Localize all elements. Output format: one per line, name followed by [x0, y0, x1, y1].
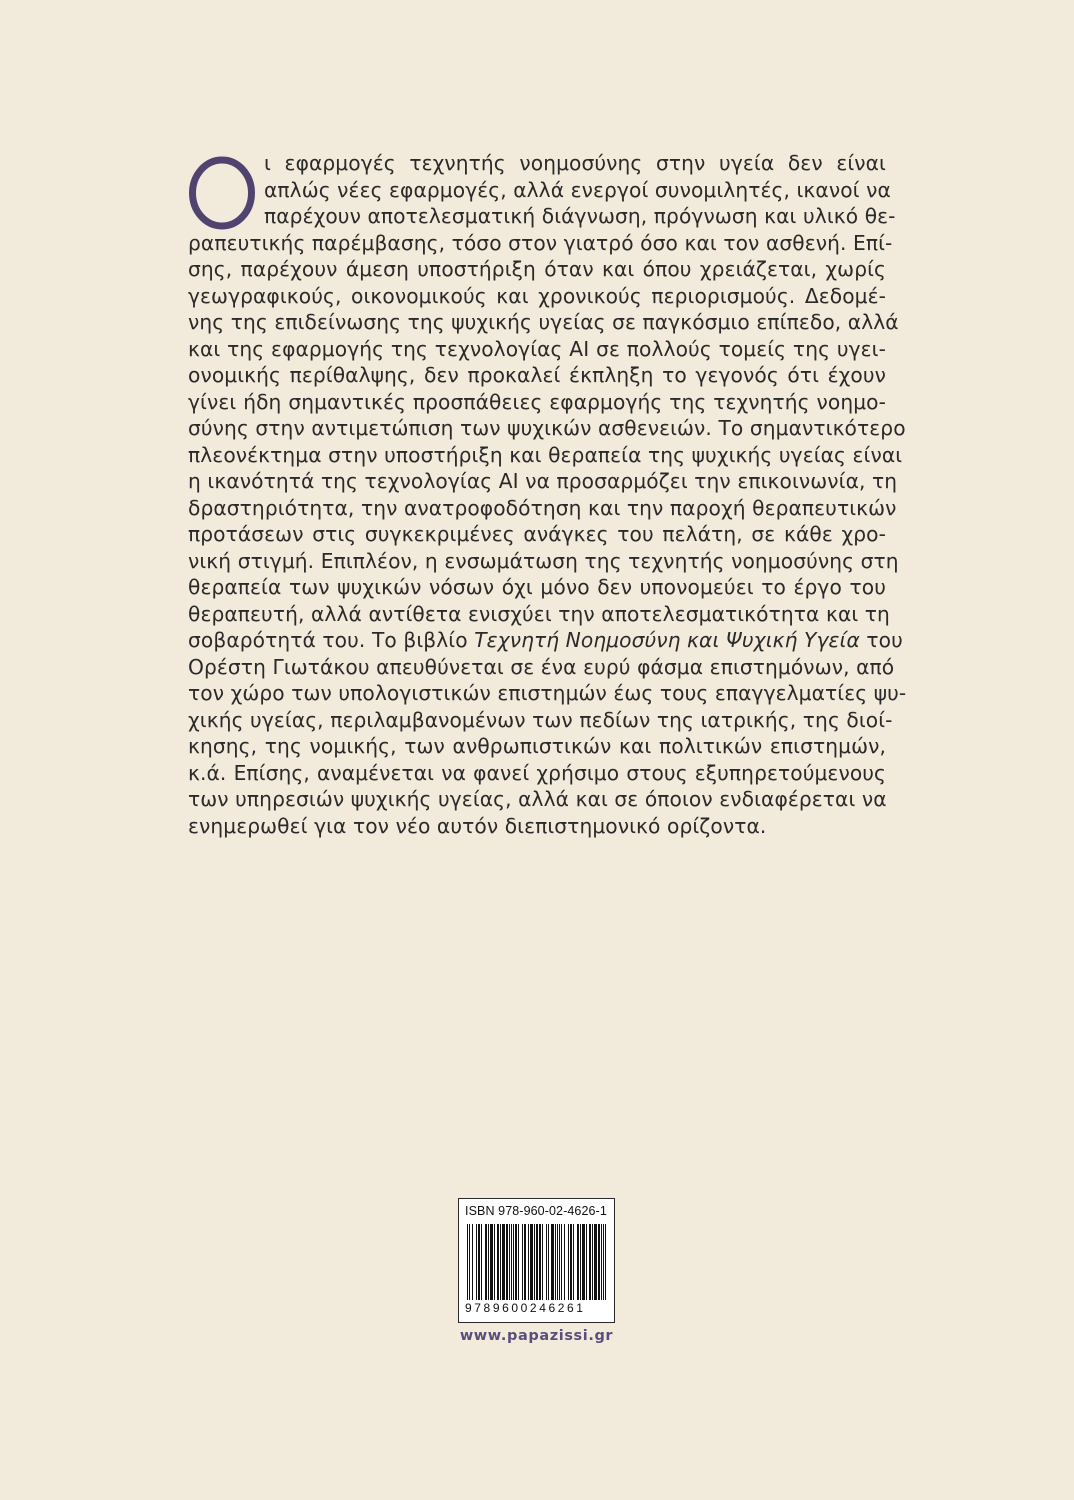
- blurb-line: νική στιγμή. Επιπλέον, η ενσωμάτωση της τεχνητής νοημοσύνης στη: [188, 548, 899, 573]
- barcode-bar: [539, 1224, 541, 1300]
- barcode-bar: [490, 1224, 493, 1300]
- barcode-bar: [592, 1224, 593, 1300]
- barcode-bar: [524, 1224, 526, 1300]
- barcode-bar: [467, 1224, 468, 1300]
- barcode-bar: [601, 1224, 602, 1300]
- blurb-line: Ορέστη Γιωτάκου απευθύνεται σε ένα ευρύ φάσμα επιστημόνων, από: [188, 654, 895, 679]
- barcode-bar: [469, 1224, 470, 1300]
- blurb-line: προτάσεων στις συγκεκριμένες ανάγκες του πελάτη, σε κάθε χρο-: [188, 522, 886, 546]
- barcode-bar: [598, 1224, 600, 1300]
- barcode-bar: [577, 1224, 579, 1300]
- barcode-bar: [570, 1224, 572, 1300]
- blurb-line: παρέχουν αποτελεσματική διάγνωση, πρόγνωση και υλικό θε-: [264, 204, 896, 228]
- blurb-line: κ.ά. Επίσης, αναμένεται να φανεί χρήσιμο στους εξυπηρετούμενους: [188, 760, 886, 785]
- barcode-bar: [530, 1224, 533, 1300]
- barcode-bar: [564, 1224, 565, 1300]
- blurb-line-with-title: [188, 627, 903, 654]
- barcode-bar: [542, 1224, 543, 1300]
- blurb-line: τον χώρο των υπολογιστικών επιστημών έως τους επαγγελματίες ψυ-: [188, 681, 907, 705]
- blurb-line: απλώς νέες εφαρμογές, αλλά ενεργοί συνομιλητές, ικανοί να: [264, 177, 891, 202]
- barcode-bar: [506, 1224, 508, 1300]
- barcode-bar: [568, 1224, 569, 1300]
- blurb-line: σύνης στην αντιμετώπιση των ψυχικών ασθενειών. Το σημαντικότερο: [188, 416, 906, 440]
- barcode-bar: [497, 1224, 499, 1300]
- barcode-bar: [500, 1224, 501, 1300]
- barcode-bar: [485, 1224, 487, 1300]
- blurb-line: θεραπεία των ψυχικών νόσων όχι μόνο δεν υπονομεύει το έργο του: [188, 575, 886, 599]
- publisher-url[interactable]: www.papazissi.gr: [459, 1328, 614, 1344]
- blurb-line: των υπηρεσιών ψυχικής υγείας, αλλά και σε όποιον ενδιαφέρεται να: [188, 787, 887, 811]
- barcode-bar: [509, 1224, 510, 1300]
- blurb-line-end: του: [866, 628, 903, 652]
- barcode-bar: [555, 1224, 556, 1300]
- barcode-bar: [559, 1224, 560, 1300]
- barcode-bar: [502, 1224, 505, 1300]
- blurb-line: η ικανότητά της τεχνολογίας AI να προσαρμόζει την επικοινωνία, τη: [188, 469, 898, 493]
- barcode-bar: [580, 1224, 581, 1300]
- barcode-bars: [465, 1224, 609, 1300]
- isbn-barcode: [458, 1198, 615, 1323]
- blurb-line: κησης, της νομικής, των ανθρωπιστικών και πολιτικών επιστημών,: [188, 734, 886, 758]
- blurb-line: ονομικής περίθαλψης, δεν προκαλεί έκπληξη το γεγονός ότι έχουν: [188, 363, 886, 387]
- blurb-line: δραστηριότητα, την ανατροφοδότηση και την παροχή θεραπευτικών: [188, 495, 897, 520]
- barcode-bar: [522, 1224, 523, 1300]
- barcode-bar: [548, 1224, 549, 1300]
- barcode-bar: [557, 1224, 558, 1300]
- barcode-bar: [536, 1224, 538, 1300]
- barcode-bar: [561, 1224, 562, 1300]
- barcode-bar: [528, 1224, 529, 1300]
- barcode-bar: [513, 1224, 514, 1300]
- blurb-line: γίνει ήδη σημαντικές προσπάθειες εφαρμογής της τεχνητής νοημο-: [188, 389, 886, 414]
- barcode-bar: [481, 1224, 482, 1300]
- barcode-bar: [589, 1224, 591, 1300]
- barcode-bar: [515, 1224, 517, 1300]
- barcode-bar: [573, 1224, 574, 1300]
- blurb-line: χικής υγείας, περιλαμβανομένων των πεδίων της ιατρικής, της διοί-: [188, 707, 893, 732]
- barcode-digits: 9789600246261: [465, 1301, 586, 1315]
- barcode-bar: [511, 1224, 512, 1300]
- barcode-bar: [476, 1224, 477, 1300]
- barcode-bar: [478, 1224, 480, 1300]
- book-title: Τεχνητή Νοημοσύνη και Ψυχική Υγεία: [474, 628, 860, 652]
- isbn-label: ISBN 978-960-02-4626-1: [465, 1204, 607, 1218]
- barcode-bar: [594, 1224, 597, 1300]
- blurb-line: θεραπευτή, αλλά αντίθετα ενισχύει την αποτελεσματικότητα και τη: [188, 601, 890, 626]
- barcode-bar: [494, 1224, 495, 1300]
- blurb-line-start: σοβαρότητά του. Το βιβλίο: [188, 628, 468, 652]
- blurb-line: ενημερωθεί για τον νέο αυτόν διεπιστημονικό ορίζοντα.: [188, 813, 767, 838]
- barcode-bar: [582, 1224, 585, 1300]
- barcode-bar: [546, 1224, 547, 1300]
- barcode-bar: [603, 1224, 604, 1300]
- blurb-line: πλεονέκτημα στην υποστήριξη και θεραπεία της ψυχικής υγείας είναι: [188, 442, 903, 467]
- barcode-bar: [586, 1224, 587, 1300]
- blurb-line: νης της επιδείνωσης της ψυχικής υγείας σε παγκόσμιο επίπεδο, αλλά: [188, 310, 899, 334]
- blurb-line: σης, παρέχουν άμεση υποστήριξη όταν και όπου χρειάζεται, χωρίς: [188, 257, 886, 281]
- barcode-bar: [472, 1224, 473, 1300]
- barcode-bar: [534, 1224, 535, 1300]
- blurb-line: ραπευτικής παρέμβασης, τόσο στον γιατρό όσο και τον ασθενή. Επί-: [188, 230, 893, 255]
- barcode-bar: [488, 1224, 489, 1300]
- barcode-bar: [605, 1224, 606, 1300]
- barcode-bar: [551, 1224, 554, 1300]
- blurb-line: γεωγραφικούς, οικονομικούς και χρονικούς περιορισμούς. Δεδομέ-: [188, 283, 886, 308]
- blurb-line: ι εφαρμογές τεχνητής νοημοσύνης στην υγεία δεν είναι: [264, 151, 886, 175]
- blurb-text: [188, 150, 907, 839]
- barcode-bar: [518, 1224, 519, 1300]
- blurb-line: και της εφαρμογής της τεχνολογίας AI σε πολλούς τομείς της υγει-: [188, 336, 886, 361]
